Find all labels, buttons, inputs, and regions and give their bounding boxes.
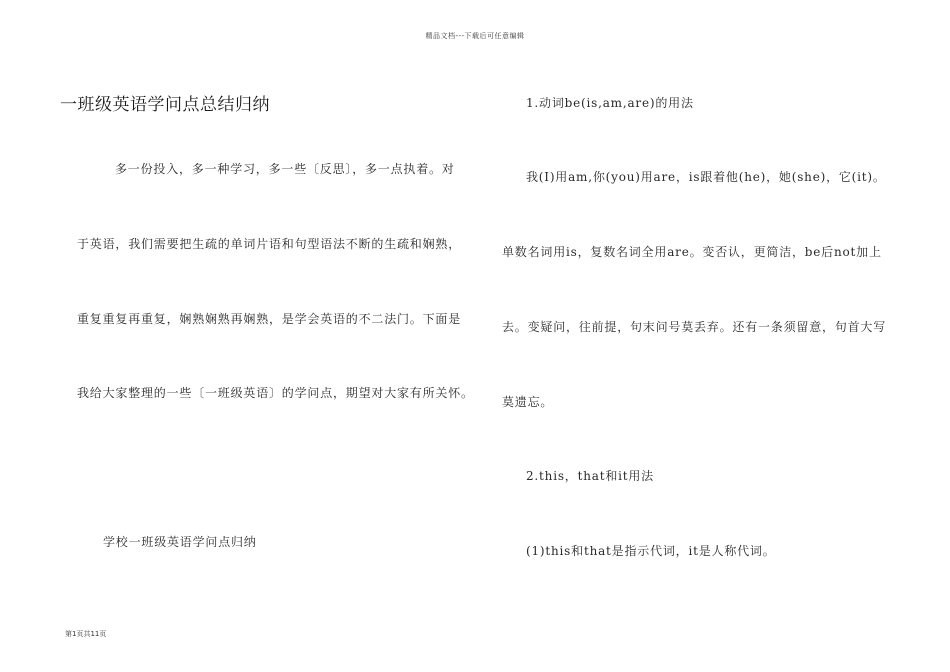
intro-line-2: 于英语，我们需要把生疏的单词片语和句型语法不断的生疏和娴熟， [77,237,462,251]
right-line-4: 去。变疑问，往前提，句末问号莫丢弃。还有一条须留意，句首大写 [502,320,887,334]
section-subtitle: 学校一班级英语学问点归纳 [103,535,257,549]
header-note: 精品文档---下载后可任意编辑 [425,32,525,40]
right-line-7: (1)this和that是指示代词，it是人称代词。 [526,544,776,558]
intro-line-1: 多一份投入，多一种学习，多一些〔反思〕，多一点执着。对 [115,162,455,176]
section-heading-this-that-it: 2.this，that和it用法 [526,469,654,483]
right-line-2: 我(I)用am,你(you)用are，is跟着他(he)，她(she)，它(it)。 [526,170,886,184]
intro-line-3: 重复重复再重复，娴熟娴熟再娴熟，是学会英语的不二法门。下面是 [77,312,462,326]
section-heading-be-verb: 1.动词be(is,am,are)的用法 [526,96,694,110]
right-line-3: 单数名词用is，复数名词全用are。变否认，更简洁，be后not加上 [502,245,882,259]
page-number: 第1页共11页 [65,630,107,638]
intro-line-4: 我给大家整理的一些〔一班级英语〕的学问点，期望对大家有所关怀。 [77,386,474,400]
right-line-5: 莫遗忘。 [502,395,554,409]
document-title: 一班级英语学问点总结归纳 [60,95,270,115]
